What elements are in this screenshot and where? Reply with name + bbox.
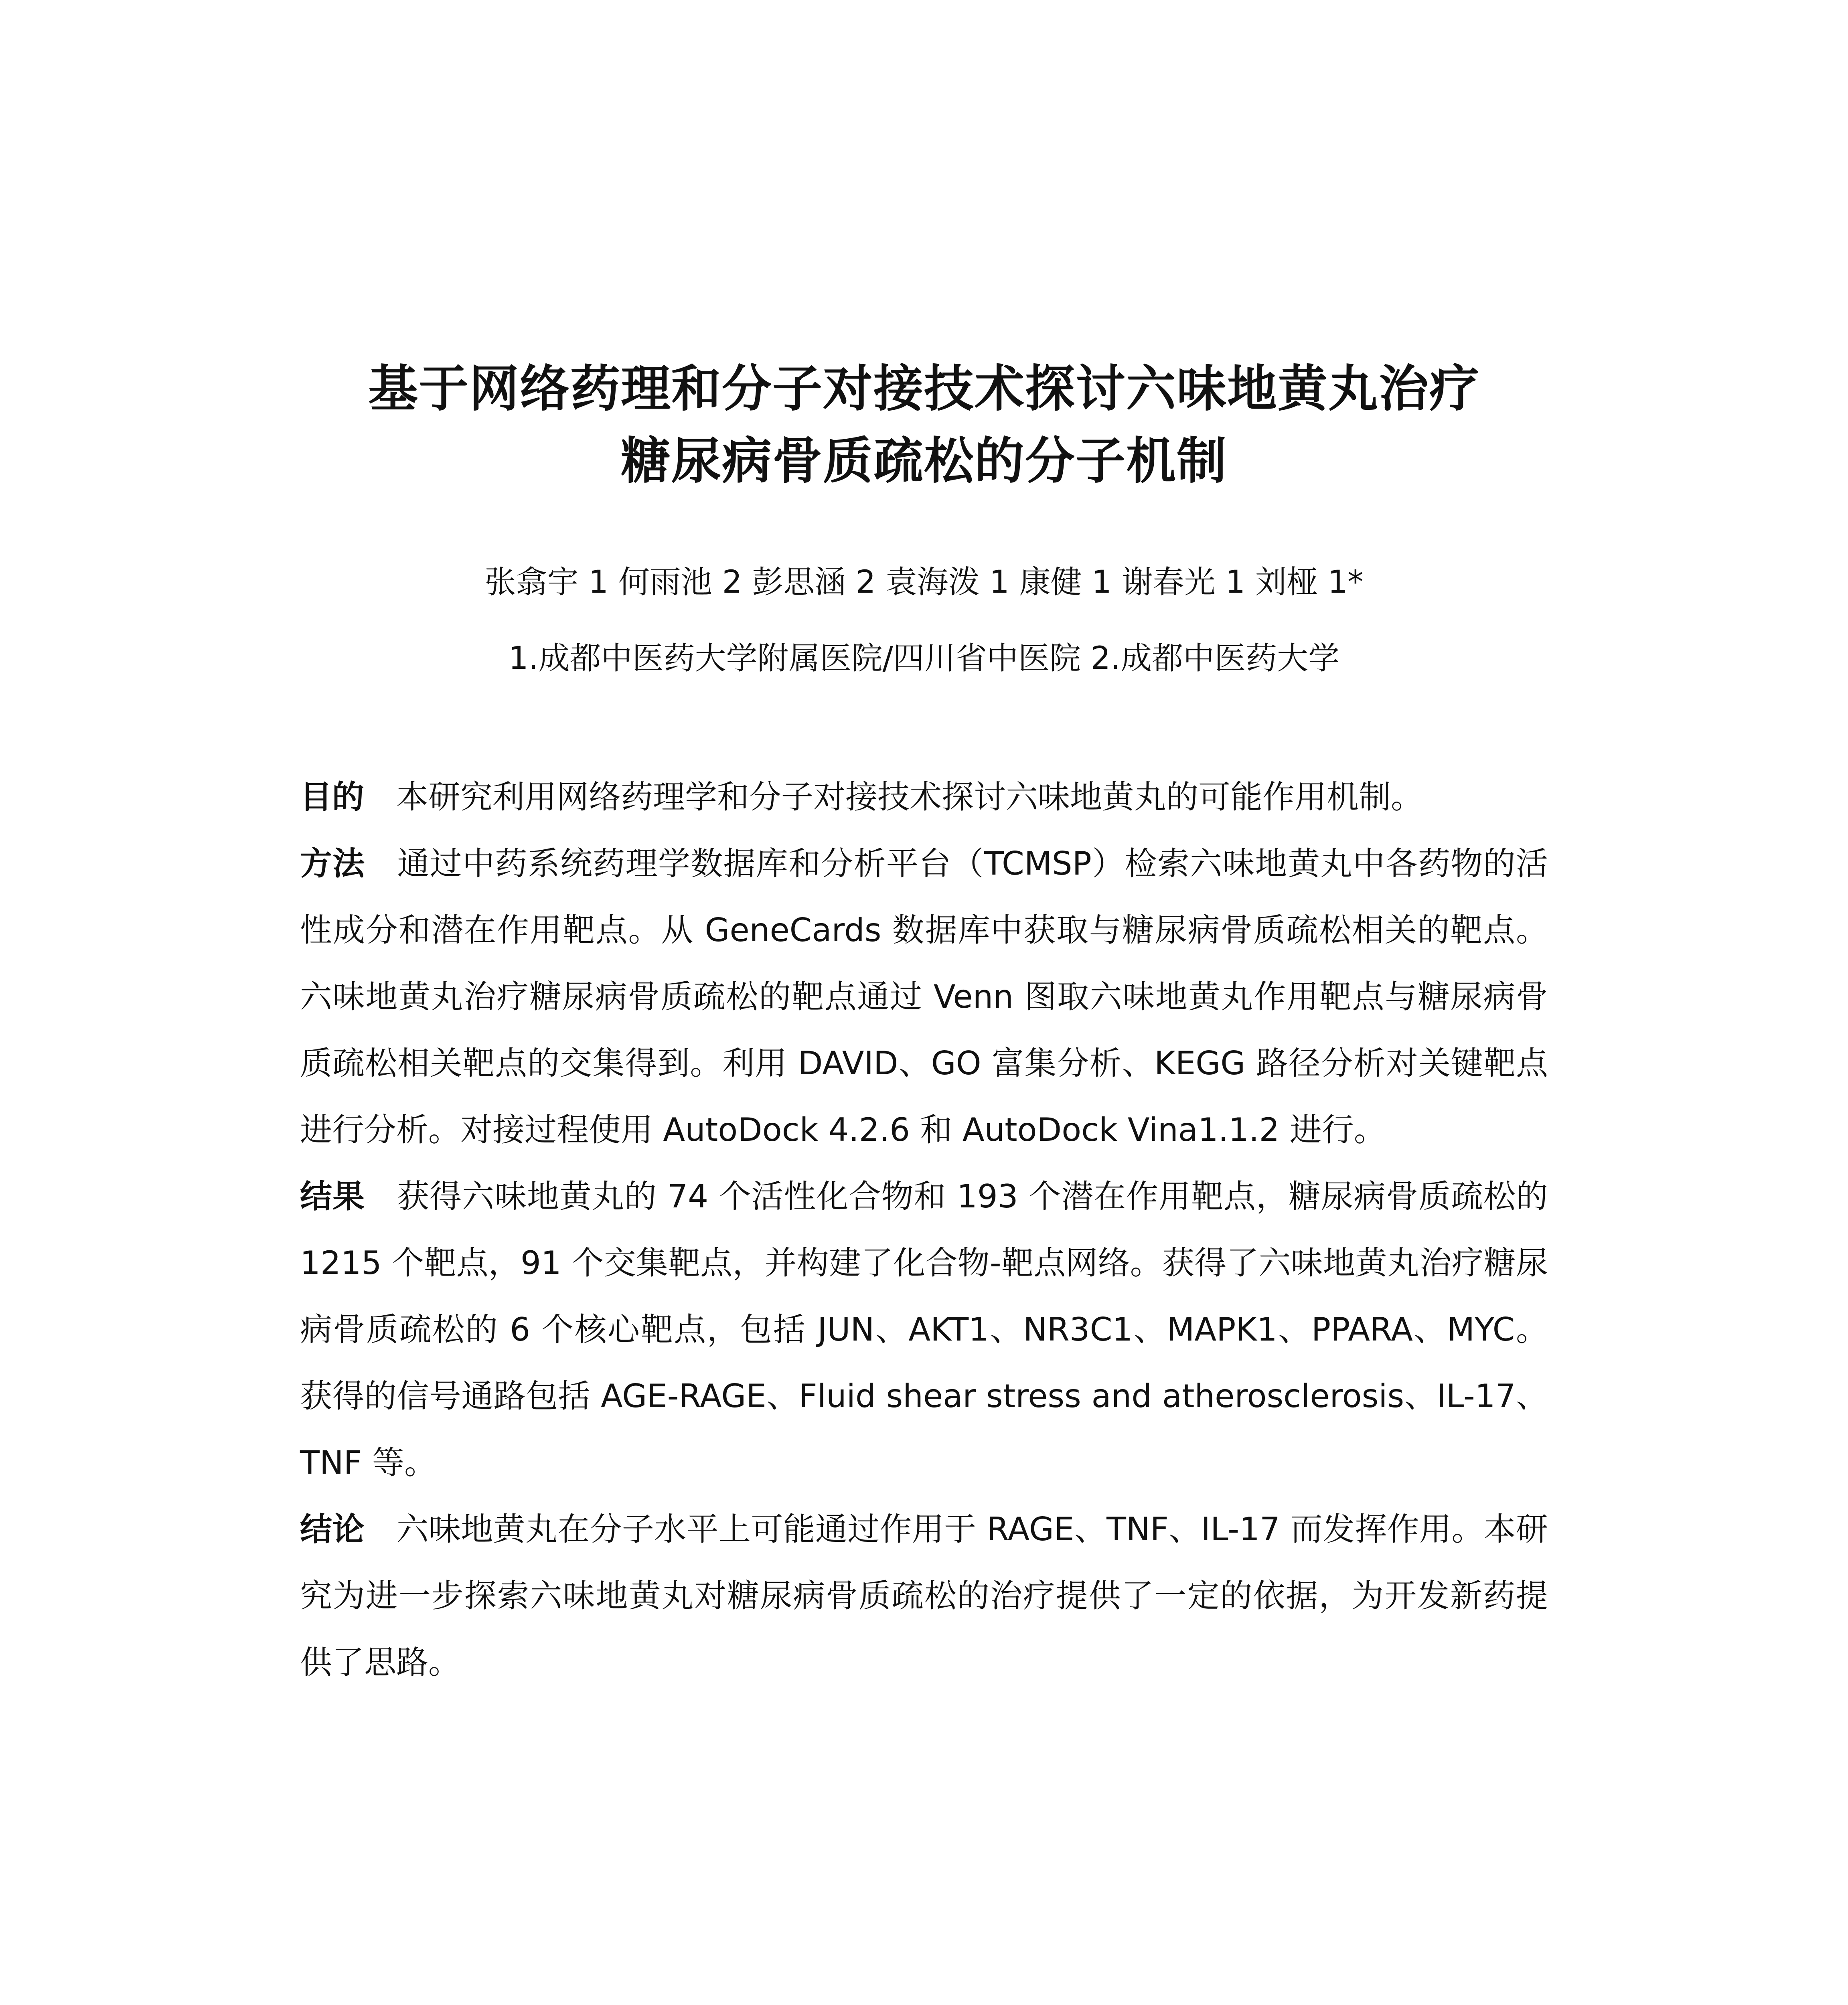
paper-title-line-2: 糖尿病骨质疏松的分子机制 bbox=[620, 432, 1227, 490]
conclusion-text: 六味地黄丸在分子水平上可能通过作用于 RAGE、TNF、IL-17 而发挥作用。本研究为进一步探索六味地黄丸对糖尿病骨质疏松的治疗提供了一定的依据，为开发新药提供了思路。 bbox=[300, 1511, 1548, 1681]
objective-text: 本研究利用网络药理学和分子对接技术探讨六味地黄丸的可能作用机制。 bbox=[396, 778, 1423, 816]
methods-text: 通过中药系统药理学数据库和分析平台（TCMSP）检索六味地黄丸中各药物的活性成分和潜在作用靶点。从 GeneCards 数据库中获取与糖尿病骨质疏松相关的靶点。六味地黄丸治疗糖尿病骨质疏松的靶点通过 Venn 图取六味地黄丸作用靶点与糖尿病骨质疏松相关靶点的交集得到。利用 DAVID、GO 富集分析、KEGG 路径分析对关键靶点进行分析。对接过程使用 AutoDock 4.2.6 和 AutoDock Vina1.1.2 进行。 bbox=[300, 845, 1548, 1148]
conclusion-label: 结论 bbox=[300, 1511, 365, 1548]
abstract-methods bbox=[300, 830, 1548, 1163]
results-label: 结果 bbox=[300, 1178, 365, 1215]
results-text: 获得六味地黄丸的 74 个活性化合物和 193 个潜在作用靶点，糖尿病骨质疏松的 1215 个靶点，91 个交集靶点，并构建了化合物-靶点网络。获得了六味地黄丸治疗糖尿病骨质疏松的 6 个核心靶点，包括 JUN、AKT1、NR3C1、MAPK1、PPARA、MYC。获得的信号通路包括 AGE-RAGE、Fluid shear stress and atherosclerosis、IL-17、TNF 等。 bbox=[300, 1178, 1548, 1481]
methods-label: 方法 bbox=[300, 845, 365, 882]
paper-title bbox=[241, 353, 1607, 497]
abstract-results bbox=[300, 1163, 1548, 1496]
paper-title-line-1: 基于网络药理和分子对接技术探讨六味地黄丸治疗 bbox=[368, 360, 1480, 418]
abstract-objective bbox=[300, 764, 1548, 830]
objective-label: 目的 bbox=[300, 778, 364, 816]
abstract bbox=[300, 764, 1548, 1696]
author-affiliations: 1.成都中医药大学附属医院/四川省中医院 2.成都中医药大学 bbox=[509, 640, 1339, 676]
author-list: 张翕宇 1 何雨池 2 彭思涵 2 袁海泼 1 康健 1 谢春光 1 刘桠 1* bbox=[484, 564, 1364, 600]
abstract-conclusion bbox=[300, 1496, 1548, 1696]
